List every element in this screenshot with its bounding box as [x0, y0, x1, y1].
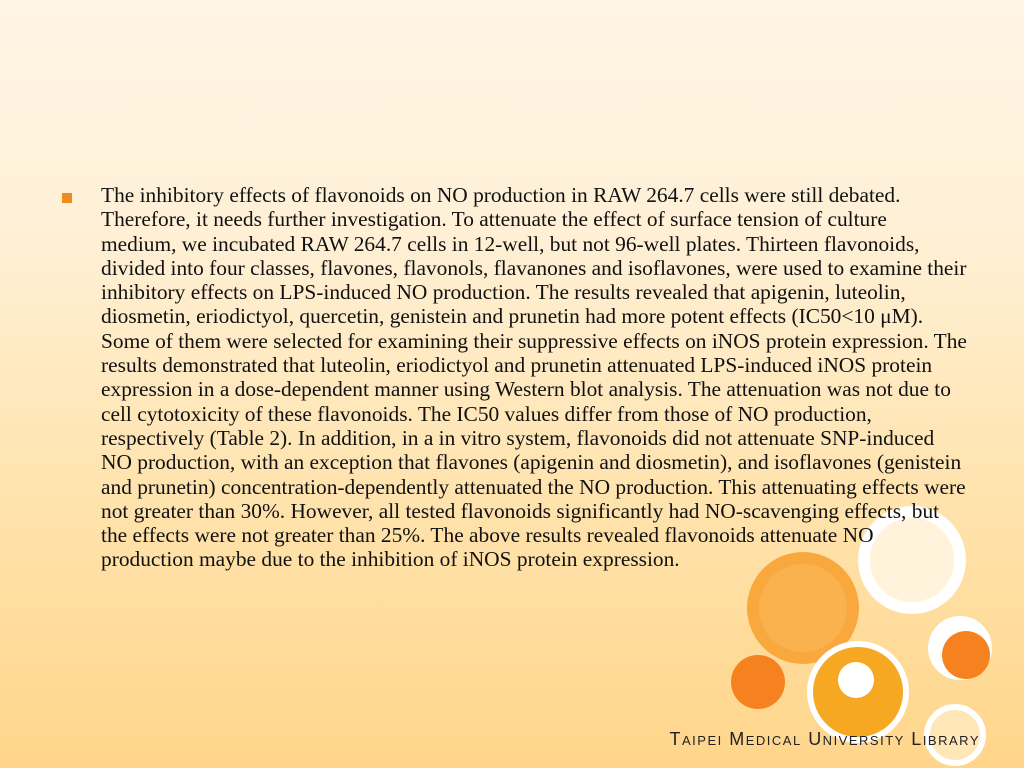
decor-circle-orange-large-inner: [759, 564, 847, 652]
footer-library-name: Taipei Medical University Library: [669, 729, 980, 749]
decor-circle-orange-solid-right: [942, 631, 990, 679]
decor-circle-amber-inner: [844, 668, 868, 692]
bullet-text: The inhibitory effects of flavonoids on NO production in RAW 264.7 cells were still debated. Therefore, it needs further investigation. To attenuate the effect of surface tension of culture medium, we incubated RAW 264.7 cells in 12-well, but not 96-well plates. Thirteen flavonoids, divided into four classes, flavones, flavonols, flavanones and isoflavones, were used to examine their inhibitory effects on LPS-induced NO production. The results revealed that apigenin, luteolin, diosmetin, eriodictyol, quercetin, genistein and prunetin had more potent effects (IC50<10 μM). Some of them were selected for examining their suppressive effects on iNOS protein expression. The results demonstrated that luteolin, eriodictyol and prunetin attenuated LPS-induced iNOS protein expression in a dose-dependent manner using Western blot analysis. The attenuation was not due to cell cytotoxicity of these flavonoids. The IC50 values differ from those of NO production, respectively (Table 2). In addition, in a in vitro system, flavonoids did not attenuate SNP-induced NO production, with an exception that flavones (apigenin and diosmetin), and isoflavones (genistein and prunetin) concentration-dependently attenuated the NO production. This attenuating effects were not greater than 30%. However, all tested flavonoids significantly had NO-scavenging effects, but the effects were not greater than 25%. The above results revealed flavonoids attenuate NO production maybe due to the inhibition of iNOS protein expression.: [101, 183, 967, 572]
bullet-square-icon: [62, 193, 72, 203]
decor-circle-orange-small-left: [731, 655, 785, 709]
